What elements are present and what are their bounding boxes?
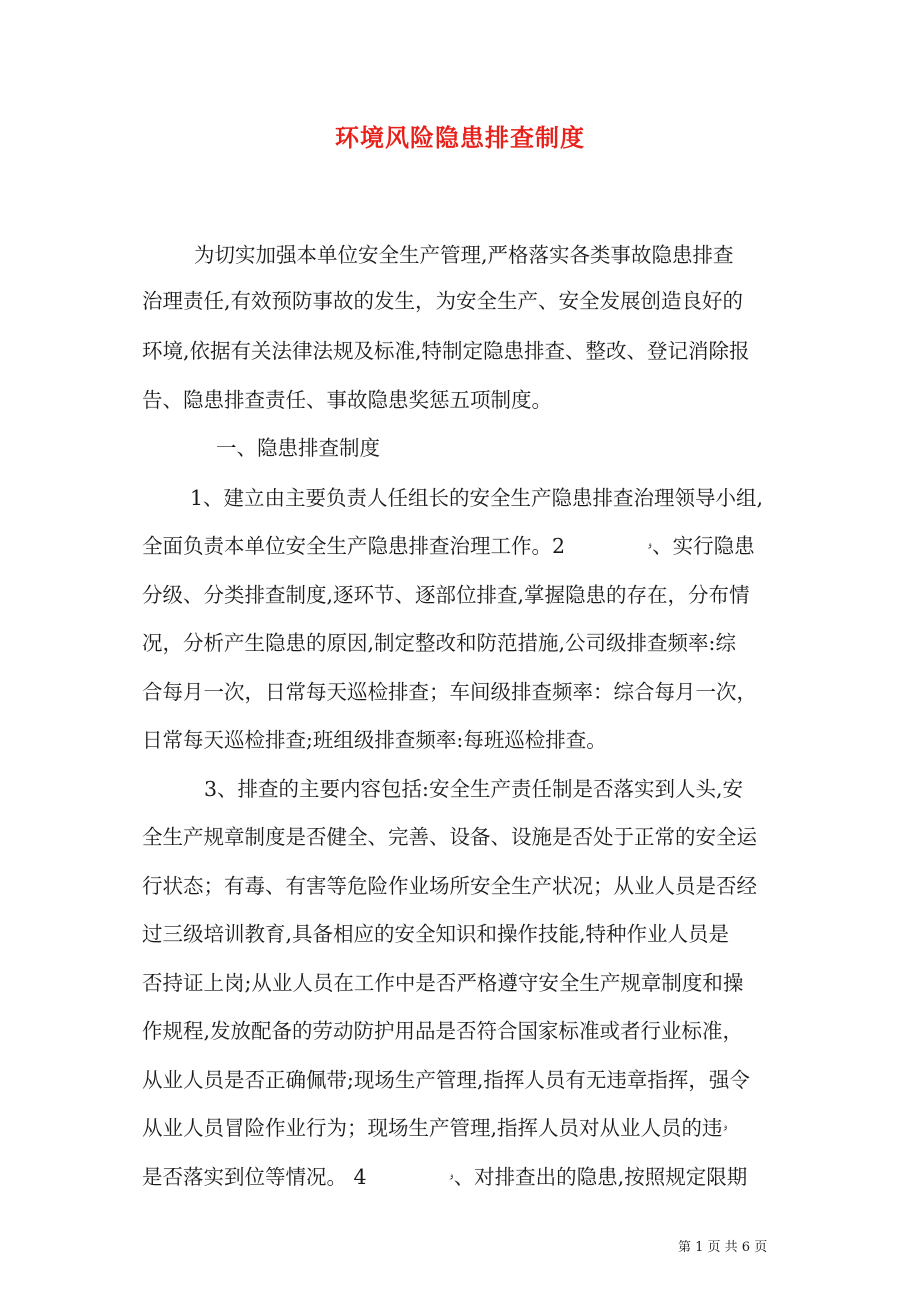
paragraph-line: 为切实加强本单位安全生产管理,严格落实各类事故隐患排查 bbox=[194, 243, 734, 267]
paragraph-line: 全生产规章制度是否健全、完善、设备、设施是否处于正常的安全运 bbox=[142, 825, 757, 849]
section-heading: 一、隐患排查制度 bbox=[216, 436, 380, 460]
paragraph-line: 治理责任,有效预防事故的发生，为安全生产、安全发展创造良好的 bbox=[142, 289, 744, 313]
paragraph-line: 是否落实到位等情况。 4 ۥ、对排查出的隐患,按照规定限期 bbox=[142, 1165, 748, 1189]
paragraph-line: 行状态；有毒、有害等危险作业场所安全生产状况；从业人员是否经 bbox=[142, 874, 757, 898]
paragraph-line: 合每月一次，日常每天巡检排查；车间级排查频率：综合每月一次， bbox=[142, 680, 757, 704]
paragraph-line: 3、排查的主要内容包括:安全生产责任制是否落实到人头,安 bbox=[204, 777, 743, 801]
page-number: 第 1 页 共 6 页 bbox=[678, 1240, 768, 1255]
paragraph-line: 环境,依据有关法律法规及标准,特制定隐患排查、整改、登记消除报 bbox=[142, 339, 750, 363]
paragraph-line: 告、隐患排查责任、事故隐患奖惩五项制度。 bbox=[142, 388, 552, 412]
paragraph-line: 1、建立由主要负责人任组长的安全生产隐患排查治理领导小组, bbox=[190, 486, 764, 510]
paragraph-line: 况，分析产生隐患的原因,制定整改和防范措施,公司级排查频率:综 bbox=[142, 631, 736, 655]
paragraph-line: 分级、分类排查制度,逐环节、逐部位排查,掌握隐患的存在，分布情 bbox=[142, 583, 750, 607]
paragraph-line: 从业人员冒险作业行为；现场生产管理,指挥人员对从业人员的违ۥ bbox=[142, 1116, 728, 1140]
paragraph-line: 否持证上岗;从业人员在工作中是否严格遵守安全生产规章制度和操 bbox=[142, 971, 744, 995]
paragraph-line: 作规程,发放配备的劳动防护用品是否符合国家标准或者行业标准， bbox=[142, 1019, 744, 1043]
paragraph-line: 从业人员是否正确佩带;现场生产管理,指挥人员有无违章指挥，强令 bbox=[142, 1068, 750, 1092]
paragraph-line: 全面负责本单位安全生产隐患排查治理工作。2 ۥ、实行隐患 bbox=[142, 534, 755, 558]
paragraph-line: 过三级培训教育,具备相应的安全知识和操作技能,特种作业人员是 bbox=[142, 922, 730, 946]
paragraph-line: 日常每天巡检排查;班组级排查频率:每班巡检排查。 bbox=[142, 728, 607, 752]
document-title: 环境风险隐患排查制度 bbox=[335, 123, 585, 152]
